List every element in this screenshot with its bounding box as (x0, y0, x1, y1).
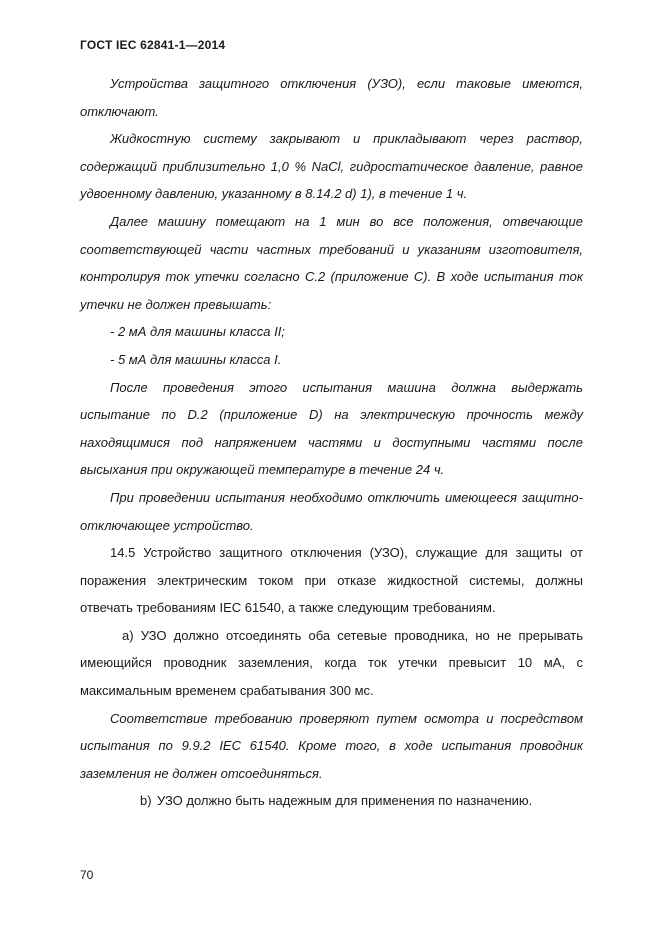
document-header: ГОСТ IEC 62841-1—2014 (80, 38, 226, 52)
paragraph-dielectric-test: После проведения этого испытания машина должна выдержать испытание по D.2 (приложение D) на электрическую прочность между находящимися под напряжением частями и доступными частями после высыхания при окружающей температуре в течение 24 ч. (80, 379, 583, 478)
paragraph-liquid-system: Жидкостную систему закрывают и прикладывают через раствор, содержащий приблизительно 1,0 % NaCl, гидростатическое давление, равное удвоенному давлению, указанному в 8.14.2 d) 1), в течение 1 ч. (80, 131, 583, 202)
paragraph-positions-test: Далее машину помещают на 1 мин во все положения, отвечающие соответствующей части частных требований и указаниям изготовителя, контролируя ток утечки согласно С.2 (приложение С). В ходе испытания ток утечки не должен превышать: (80, 213, 583, 312)
list-item-class-ii: - 2 мА для машины класса II; (110, 324, 285, 340)
page-number: 70 (80, 868, 94, 882)
paragraph-rcd-disconnect: Устройства защитного отключения (УЗО), если таковые имеются, отключают. (80, 76, 583, 119)
paragraph-compliance-check: Соответствие требованию проверяют путем осмотра и посредством испытания по 9.9.2 IEC 61540. Кроме того, в ходе испытания проводник заземления не должен отсоединяться. (80, 710, 583, 781)
document-body (80, 70, 583, 815)
item-b-label: b) (140, 793, 152, 809)
paragraph-disable-protective-device: При проведении испытания необходимо отключить имеющееся защитно-отключающее устройство. (80, 489, 583, 533)
paragraph-section-14-5: 14.5 Устройство защитного отключения (УЗО), служащие для защиты от поражения электрическим током при отказе жидкостной системы, должны отвечать требованиям IEC 61540, а также следующим требованиям. (80, 545, 583, 616)
paragraph-item-a: a) УЗО должно отсоединять оба сетевые проводника, но не прерывать имеющийся проводник заземления, когда ток утечки превысит 10 мА, с максимальным временем срабатывания 300 мс. (80, 627, 583, 699)
item-b-text: УЗО должно быть надежным для применения по назначению. (157, 793, 533, 809)
paragraph-item-b (80, 787, 583, 815)
list-item-class-i: - 5 мА для машины класса I. (110, 351, 282, 367)
